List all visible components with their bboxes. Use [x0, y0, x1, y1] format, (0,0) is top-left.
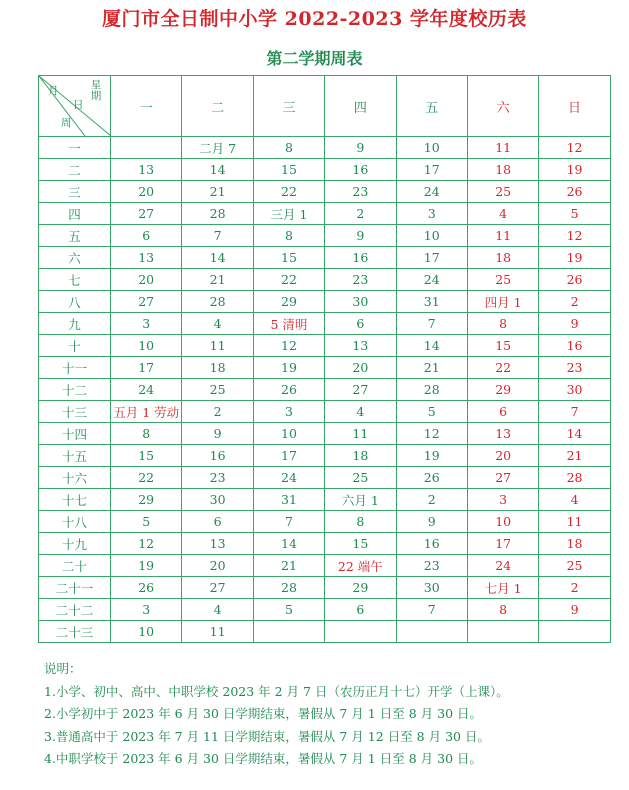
day-cell [396, 621, 467, 643]
week-number: 二 [39, 159, 111, 181]
day-cell: 2 [396, 489, 467, 511]
corner-day-label: 日 [73, 99, 84, 111]
day-cell: 12 [539, 225, 610, 247]
week-row [39, 313, 611, 335]
day-cell: 18 [539, 533, 610, 555]
day-cell: 9 [325, 137, 396, 159]
day-header-thu: 四 [325, 76, 396, 137]
week-number: 十七 [39, 489, 111, 511]
day-cell: 13 [111, 247, 182, 269]
week-row [39, 247, 611, 269]
day-cell: 16 [539, 335, 610, 357]
day-cell: 24 [396, 269, 467, 291]
day-cell: 23 [325, 269, 396, 291]
day-cell: 9 [182, 423, 253, 445]
day-cell: 20 [111, 181, 182, 203]
day-cell: 24 [111, 379, 182, 401]
week-row [39, 291, 611, 313]
day-cell [253, 621, 324, 643]
day-cell: 27 [325, 379, 396, 401]
day-cell: 25 [182, 379, 253, 401]
page-title: 厦门市全日制中小学 2022-2023 学年度校历表 [102, 8, 527, 30]
day-cell: 30 [396, 577, 467, 599]
week-number: 十二 [39, 379, 111, 401]
week-row [39, 599, 611, 621]
day-cell: 8 [111, 423, 182, 445]
day-cell: 21 [182, 269, 253, 291]
day-cell: 5 [396, 401, 467, 423]
week-number: 二十三 [39, 621, 111, 643]
day-cell: 18 [467, 247, 538, 269]
day-cell: 14 [396, 335, 467, 357]
corner-header [39, 76, 111, 137]
week-row [39, 577, 611, 599]
day-cell: 22 [467, 357, 538, 379]
week-row [39, 467, 611, 489]
day-cell: 4 [325, 401, 396, 423]
week-number: 七 [39, 269, 111, 291]
day-cell: 16 [325, 159, 396, 181]
day-cell: 17 [253, 445, 324, 467]
day-header-mon: 一 [111, 76, 182, 137]
day-cell: 25 [467, 269, 538, 291]
week-number: 二十一 [39, 577, 111, 599]
day-cell: 26 [111, 577, 182, 599]
day-cell: 4 [467, 203, 538, 225]
day-cell: 15 [467, 335, 538, 357]
day-cell: 19 [111, 555, 182, 577]
week-number: 三 [39, 181, 111, 203]
day-cell: 27 [111, 203, 182, 225]
week-row [39, 137, 611, 159]
week-number: 十 [39, 335, 111, 357]
day-cell: 16 [396, 533, 467, 555]
day-cell: 23 [539, 357, 610, 379]
day-cell: 8 [253, 137, 324, 159]
day-cell: 9 [539, 313, 610, 335]
day-cell: 5 [111, 511, 182, 533]
day-cell: 四月 1 [467, 291, 538, 313]
day-cell: 7 [539, 401, 610, 423]
week-row [39, 621, 611, 643]
day-cell: 12 [396, 423, 467, 445]
day-cell: 29 [467, 379, 538, 401]
day-cell: 4 [182, 599, 253, 621]
notes-section [44, 658, 614, 771]
day-cell: 15 [253, 159, 324, 181]
week-row [39, 159, 611, 181]
day-cell: 22 端午 [325, 555, 396, 577]
day-cell: 30 [325, 291, 396, 313]
day-cell: 5 [253, 599, 324, 621]
day-cell: 10 [253, 423, 324, 445]
week-row [39, 335, 611, 357]
day-cell: 28 [253, 577, 324, 599]
day-cell: 31 [253, 489, 324, 511]
day-cell: 29 [253, 291, 324, 313]
week-row [39, 181, 611, 203]
day-cell: 20 [182, 555, 253, 577]
day-cell: 20 [111, 269, 182, 291]
day-header-sat: 六 [467, 76, 538, 137]
day-cell: 20 [325, 357, 396, 379]
day-cell: 11 [467, 225, 538, 247]
day-cell: 3 [253, 401, 324, 423]
notes-heading: 说明： [44, 661, 82, 676]
day-cell: 11 [182, 335, 253, 357]
day-cell: 30 [539, 379, 610, 401]
day-cell: 25 [325, 467, 396, 489]
day-cell: 4 [182, 313, 253, 335]
day-cell: 17 [111, 357, 182, 379]
day-cell: 13 [182, 533, 253, 555]
day-cell: 23 [182, 467, 253, 489]
corner-weekday-label: 星期 [90, 79, 102, 102]
day-cell: 三月 1 [253, 203, 324, 225]
day-cell: 22 [253, 269, 324, 291]
day-cell: 16 [182, 445, 253, 467]
day-cell [111, 137, 182, 159]
day-cell: 22 [111, 467, 182, 489]
day-cell: 11 [182, 621, 253, 643]
week-row [39, 357, 611, 379]
week-row [39, 203, 611, 225]
day-cell: 14 [539, 423, 610, 445]
day-cell: 15 [253, 247, 324, 269]
day-cell: 18 [467, 159, 538, 181]
day-cell: 28 [182, 291, 253, 313]
day-cell: 21 [539, 445, 610, 467]
day-cell: 24 [253, 467, 324, 489]
day-cell: 8 [325, 511, 396, 533]
day-header-sun: 日 [539, 76, 610, 137]
day-cell: 29 [325, 577, 396, 599]
calendar-body [39, 137, 611, 643]
day-header-tue: 二 [182, 76, 253, 137]
day-cell: 19 [253, 357, 324, 379]
week-number: 十四 [39, 423, 111, 445]
day-cell: 14 [182, 247, 253, 269]
day-cell: 17 [467, 533, 538, 555]
day-cell: 7 [253, 511, 324, 533]
day-cell: 10 [111, 335, 182, 357]
calendar-table [38, 75, 611, 643]
week-row [39, 511, 611, 533]
day-cell: 6 [325, 313, 396, 335]
day-cell: 3 [396, 203, 467, 225]
day-cell: 5 [539, 203, 610, 225]
day-cell: 11 [467, 137, 538, 159]
day-cell: 10 [111, 621, 182, 643]
week-number: 十五 [39, 445, 111, 467]
day-cell: 19 [396, 445, 467, 467]
note-item: 2.小学初中于 2023 年 6 月 30 日学期结束，暑假从 7 月 1 日至 8 月 30 日。 [44, 706, 482, 721]
day-cell: 13 [467, 423, 538, 445]
day-cell: 20 [467, 445, 538, 467]
day-cell: 12 [539, 137, 610, 159]
day-cell: 7 [182, 225, 253, 247]
day-cell: 11 [325, 423, 396, 445]
day-cell: 5 清明 [253, 313, 324, 335]
day-cell: 2 [539, 577, 610, 599]
day-cell: 12 [111, 533, 182, 555]
day-cell: 17 [396, 159, 467, 181]
week-number: 一 [39, 137, 111, 159]
day-cell: 五月 1 劳动 [111, 401, 182, 423]
corner-month-label: 月 [48, 85, 59, 97]
day-cell: 6 [467, 401, 538, 423]
day-cell: 25 [467, 181, 538, 203]
day-cell: 23 [325, 181, 396, 203]
day-cell: 27 [467, 467, 538, 489]
day-cell: 17 [396, 247, 467, 269]
week-row [39, 379, 611, 401]
day-cell [539, 621, 610, 643]
day-cell: 6 [111, 225, 182, 247]
day-cell: 18 [182, 357, 253, 379]
week-row [39, 423, 611, 445]
day-cell: 26 [253, 379, 324, 401]
day-cell: 10 [396, 225, 467, 247]
day-cell: 8 [467, 599, 538, 621]
week-row [39, 555, 611, 577]
day-cell: 6 [325, 599, 396, 621]
day-cell: 14 [253, 533, 324, 555]
week-row [39, 225, 611, 247]
week-number: 四 [39, 203, 111, 225]
day-cell: 4 [539, 489, 610, 511]
day-cell: 31 [396, 291, 467, 313]
day-cell: 15 [325, 533, 396, 555]
day-cell: 7 [396, 313, 467, 335]
day-cell: 3 [467, 489, 538, 511]
day-cell: 9 [539, 599, 610, 621]
week-number: 十三 [39, 401, 111, 423]
day-cell: 9 [396, 511, 467, 533]
day-cell [467, 621, 538, 643]
week-number: 五 [39, 225, 111, 247]
note-item: 3.普通高中于 2023 年 7 月 11 日学期结束，暑假从 7 月 12 日至 8 月 30 日。 [44, 728, 490, 744]
week-row [39, 533, 611, 555]
day-cell: 28 [539, 467, 610, 489]
week-number: 十九 [39, 533, 111, 555]
day-cell: 9 [325, 225, 396, 247]
note-item: 4.中职学校于 2023 年 6 月 30 日学期结束，暑假从 7 月 1 日至 8 月 30 日。 [44, 751, 482, 766]
day-cell: 七月 1 [467, 577, 538, 599]
week-row [39, 269, 611, 291]
day-cell: 22 [253, 181, 324, 203]
day-cell: 15 [111, 445, 182, 467]
day-cell: 26 [539, 269, 610, 291]
day-cell: 8 [467, 313, 538, 335]
day-cell: 6 [182, 511, 253, 533]
day-cell: 16 [325, 247, 396, 269]
day-cell: 21 [182, 181, 253, 203]
day-cell: 27 [111, 291, 182, 313]
day-cell: 10 [396, 137, 467, 159]
day-cell: 29 [111, 489, 182, 511]
day-cell: 12 [253, 335, 324, 357]
corner-week-label: 周 [61, 117, 72, 129]
day-cell: 六月 1 [325, 489, 396, 511]
day-cell: 13 [325, 335, 396, 357]
day-cell: 8 [253, 225, 324, 247]
day-cell: 13 [111, 159, 182, 181]
day-cell: 7 [396, 599, 467, 621]
day-cell: 18 [325, 445, 396, 467]
day-cell: 11 [539, 511, 610, 533]
day-cell: 二月 7 [182, 137, 253, 159]
day-cell: 19 [539, 247, 610, 269]
day-cell: 30 [182, 489, 253, 511]
day-cell: 27 [182, 577, 253, 599]
day-cell: 3 [111, 599, 182, 621]
day-cell: 2 [182, 401, 253, 423]
day-cell: 26 [396, 467, 467, 489]
day-cell: 10 [467, 511, 538, 533]
day-cell: 28 [182, 203, 253, 225]
week-number: 十八 [39, 511, 111, 533]
day-cell: 2 [539, 291, 610, 313]
day-cell: 24 [467, 555, 538, 577]
day-cell: 25 [539, 555, 610, 577]
week-number: 十六 [39, 467, 111, 489]
week-row [39, 445, 611, 467]
week-row [39, 489, 611, 511]
day-cell: 24 [396, 181, 467, 203]
day-header-fri: 五 [396, 76, 467, 137]
day-cell: 21 [396, 357, 467, 379]
week-number: 二十 [39, 555, 111, 577]
week-number: 八 [39, 291, 111, 313]
week-number: 二十二 [39, 599, 111, 621]
day-cell: 28 [396, 379, 467, 401]
note-item: 1.小学、初中、高中、中职学校 2023 年 2 月 7 日（农历正月十七）开学（上课）。 [44, 683, 509, 699]
week-number: 九 [39, 313, 111, 335]
day-cell: 19 [539, 159, 610, 181]
day-cell: 23 [396, 555, 467, 577]
day-cell [325, 621, 396, 643]
day-cell: 21 [253, 555, 324, 577]
header-row [39, 76, 611, 137]
day-header-wed: 三 [253, 76, 324, 137]
week-number: 六 [39, 247, 111, 269]
week-row [39, 401, 611, 423]
day-cell: 14 [182, 159, 253, 181]
day-cell: 26 [539, 181, 610, 203]
week-number: 十一 [39, 357, 111, 379]
day-cell: 2 [325, 203, 396, 225]
page-subtitle: 第二学期周表 [266, 49, 363, 68]
day-cell: 3 [111, 313, 182, 335]
